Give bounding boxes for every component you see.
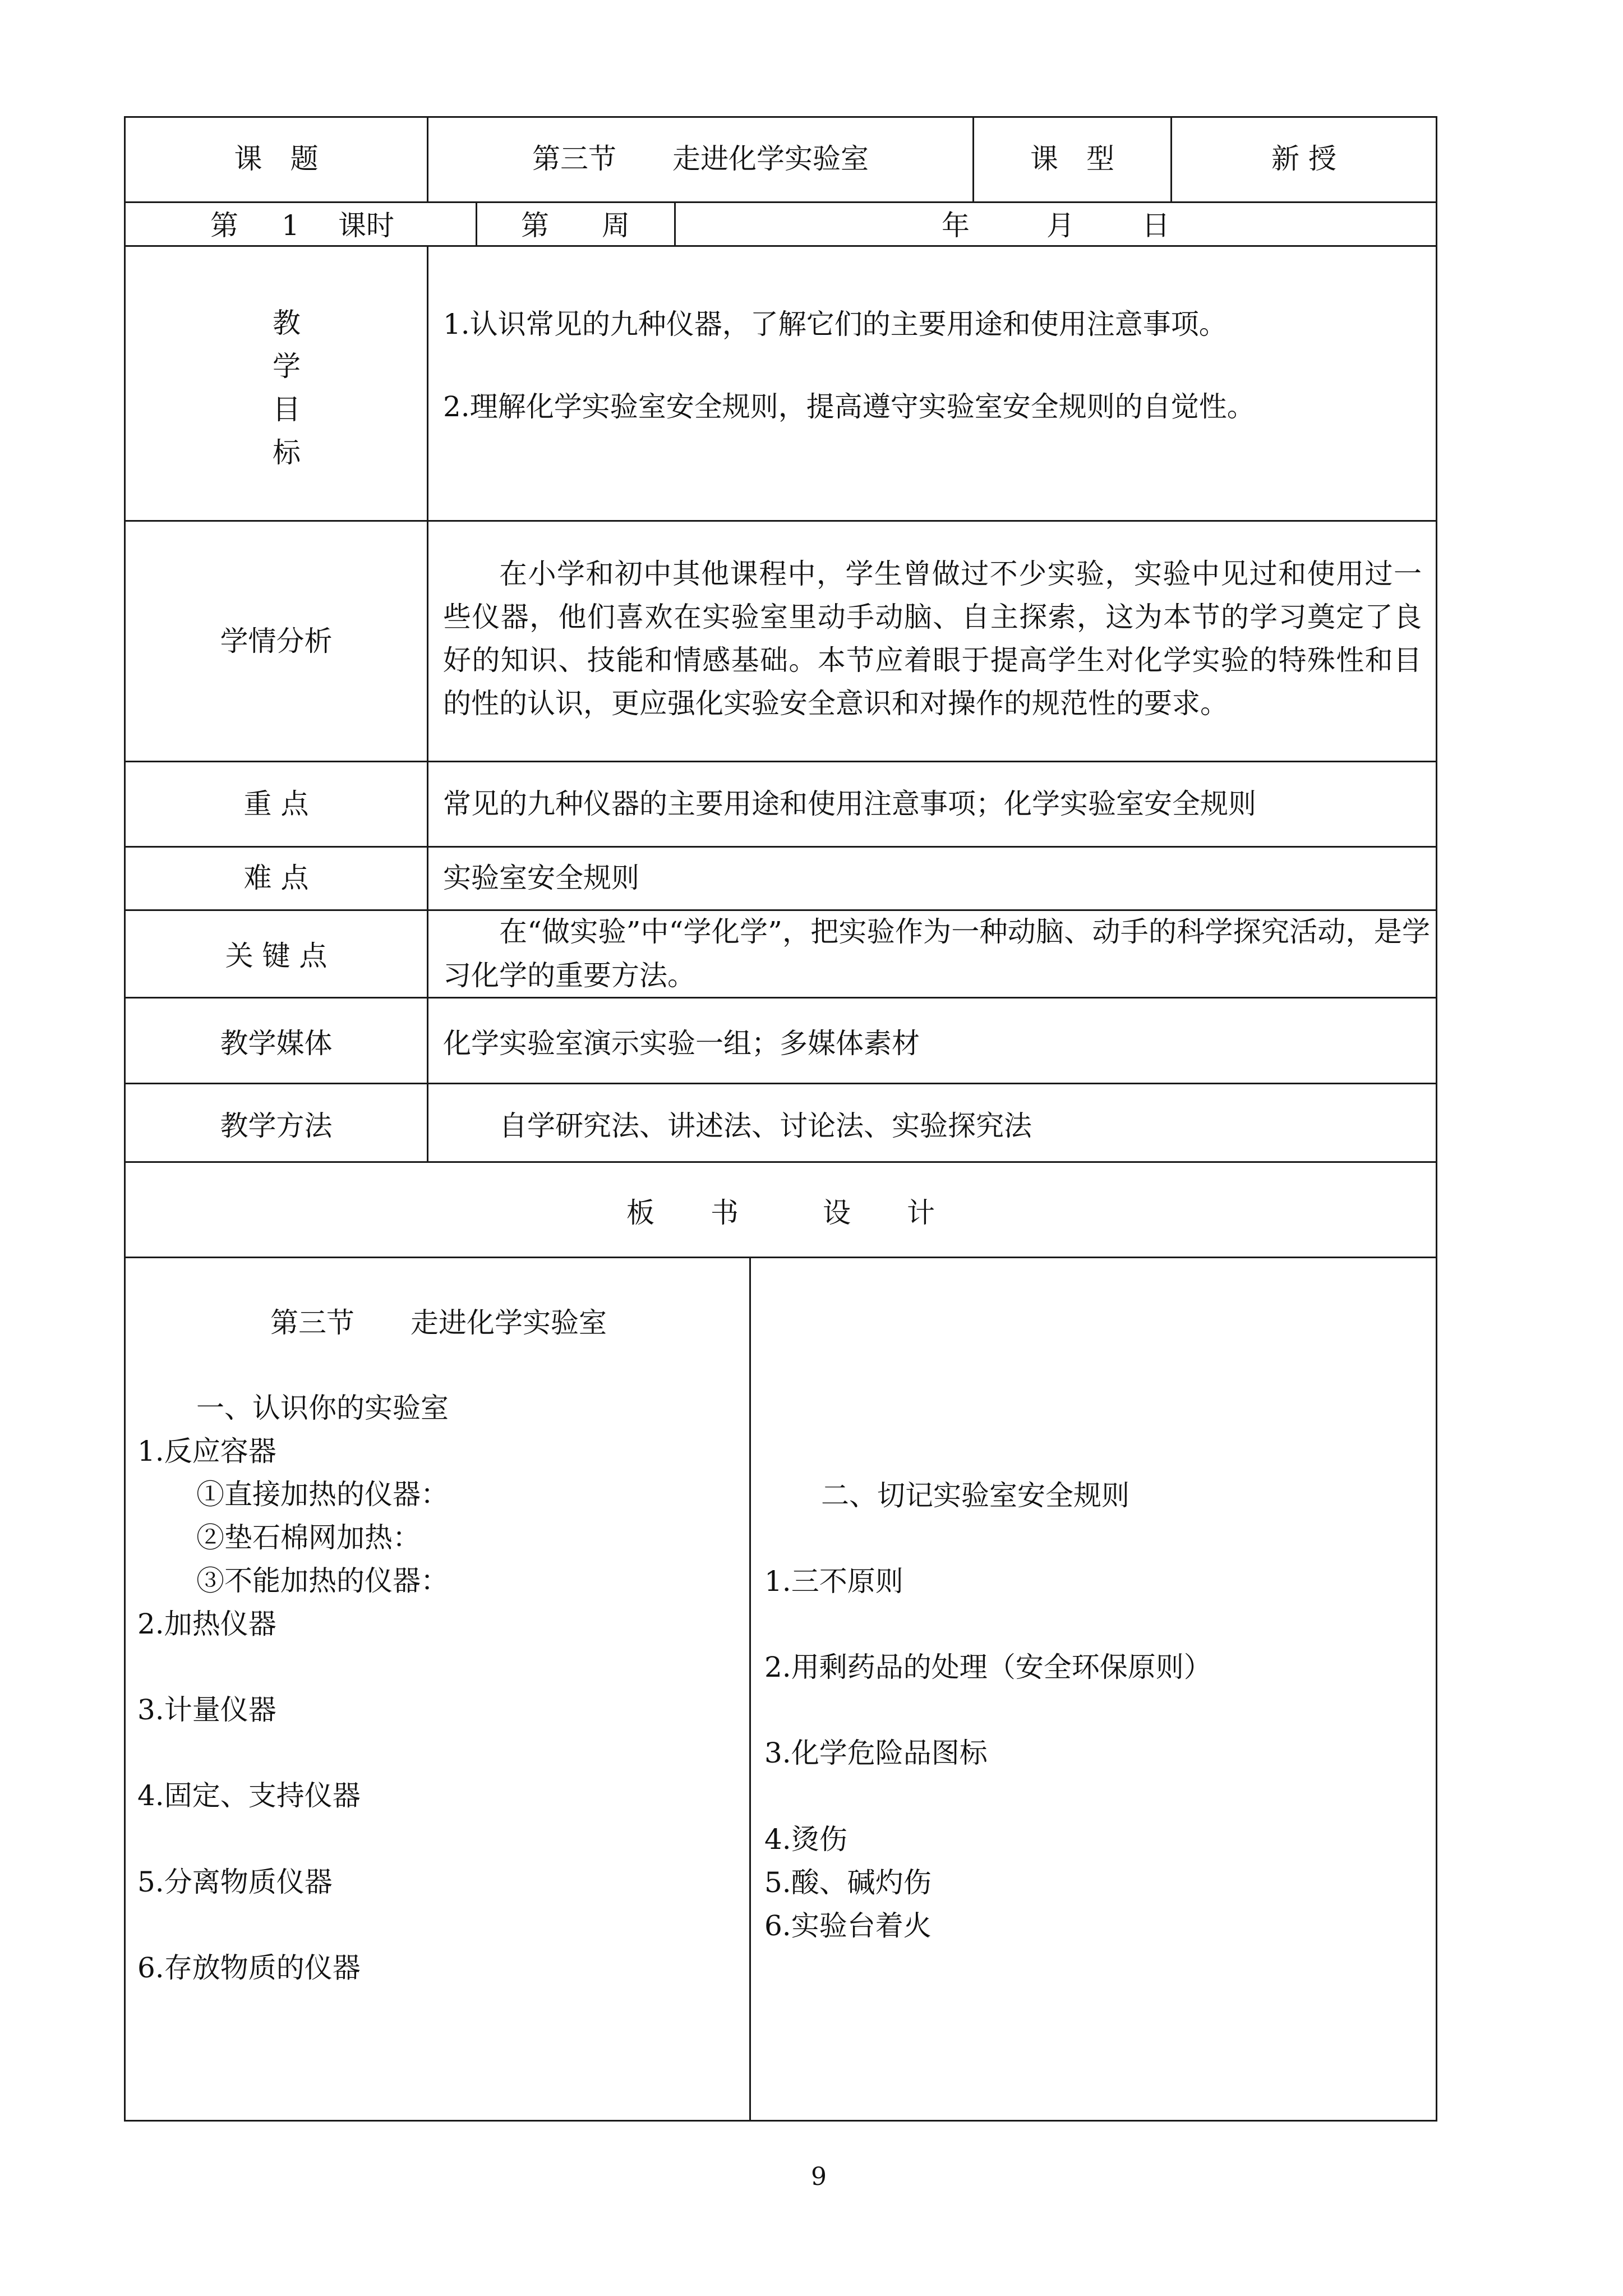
column-divider <box>674 201 676 247</box>
column-divider <box>749 1257 751 2122</box>
board-right-item: 3.化学危险品图标 <box>764 1737 988 1769</box>
crux-label: 关 键 点 <box>225 940 328 972</box>
table-border-right <box>1436 116 1437 2122</box>
table-border-top <box>124 116 1437 118</box>
row-divider <box>124 1161 1437 1163</box>
media-label: 教学媒体 <box>220 1027 333 1060</box>
board-right-item: 6.实验台着火 <box>764 1910 932 1942</box>
type-label: 课 型 <box>1030 142 1114 175</box>
row-divider <box>124 1257 1437 1258</box>
period-number: 1 <box>282 209 299 242</box>
board-left-subitem: ①直接加热的仪器： <box>196 1478 449 1511</box>
row-divider <box>124 761 1437 762</box>
method-text: 自学研究法、讲述法、讨论法、实验探究法 <box>499 1110 1032 1142</box>
topic-value: 第三节 走进化学实验室 <box>532 142 869 175</box>
board-left-item: 3.计量仪器 <box>137 1694 276 1726</box>
analysis-label: 学情分析 <box>220 625 333 657</box>
week-label-prefix: 第 <box>521 209 549 242</box>
board-right-section: 二、切记实验室安全规则 <box>821 1479 1129 1512</box>
table-border-bottom <box>124 2120 1437 2122</box>
board-left-title: 第三节 走进化学实验室 <box>270 1306 607 1339</box>
column-divider <box>476 201 477 247</box>
analysis-text: 在小学和初中其他课程中，学生曾做过不少实验，实验中见过和使用过一些仪器，他们喜欢在实验室里动手动脑、自主探索，这为本节的学习奠定了良好的知识、技能和情感基础。本节应着眼于提高学生对化学实验的特殊性和目的性的认识，更应强化实验安全意识和对操作的规范性的要求。 <box>443 558 1422 720</box>
page-number: 9 <box>811 2162 827 2191</box>
column-divider <box>427 245 428 1163</box>
objectives-label: 教 学 目 标 <box>273 307 301 469</box>
board-right-item: 1.三不原则 <box>764 1565 903 1598</box>
board-left-item: 6.存放物质的仪器 <box>137 1952 361 1984</box>
row-divider <box>124 201 1437 203</box>
media-text: 化学实验室演示实验一组；多媒体素材 <box>443 1027 920 1060</box>
week-label-suffix: 周 <box>602 209 630 242</box>
board-left-item: 2.加热仪器 <box>137 1608 276 1640</box>
board-left-item: 5.分离物质仪器 <box>137 1866 333 1898</box>
date-month: 月 <box>1046 209 1075 242</box>
board-left-item: 1.反应容器 <box>137 1435 276 1467</box>
board-heading: 板 书 设 计 <box>626 1197 935 1229</box>
board-left-item: 4.固定、支持仪器 <box>137 1779 361 1812</box>
row-divider <box>124 846 1437 848</box>
board-right-item: 5.酸、碱灼伤 <box>764 1866 932 1899</box>
difficulty-text: 实验室安全规则 <box>443 862 639 894</box>
board-left-subitem: ③不能加热的仪器： <box>196 1565 449 1597</box>
row-divider <box>124 245 1437 247</box>
objective-item: 1.认识常见的九种仪器，了解它们的主要用途和使用注意事项。 <box>443 308 1227 341</box>
difficulty-label: 难 点 <box>243 862 309 894</box>
board-right-item: 4.烫伤 <box>764 1823 847 1856</box>
period-label-suffix: 课时 <box>338 209 394 242</box>
board-right-item: 2.用剩药品的处理（安全环保原则） <box>764 1651 1212 1683</box>
key-point-label: 重 点 <box>243 788 309 820</box>
method-label: 教学方法 <box>220 1110 333 1142</box>
period-label-prefix: 第 <box>210 209 238 242</box>
row-divider <box>124 1083 1437 1084</box>
board-left-subitem: ②垫石棉网加热： <box>196 1521 421 1554</box>
row-divider <box>124 520 1437 522</box>
date-year: 年 <box>942 209 970 242</box>
key-point-text: 常见的九种仪器的主要用途和使用注意事项；化学实验室安全规则 <box>443 788 1256 820</box>
topic-label: 课 题 <box>234 142 319 175</box>
crux-text: 在“做实验”中“学化学”，把实验作为一种动脑、动手的科学探究活动，是学习化学的重要方法。 <box>443 915 1430 992</box>
board-left-section: 一、认识你的实验室 <box>196 1392 449 1424</box>
objective-item: 2.理解化学实验室安全规则，提高遵守实验室安全规则的自觉性。 <box>443 390 1255 423</box>
date-day: 日 <box>1142 209 1170 242</box>
type-value: 新 授 <box>1271 142 1336 175</box>
